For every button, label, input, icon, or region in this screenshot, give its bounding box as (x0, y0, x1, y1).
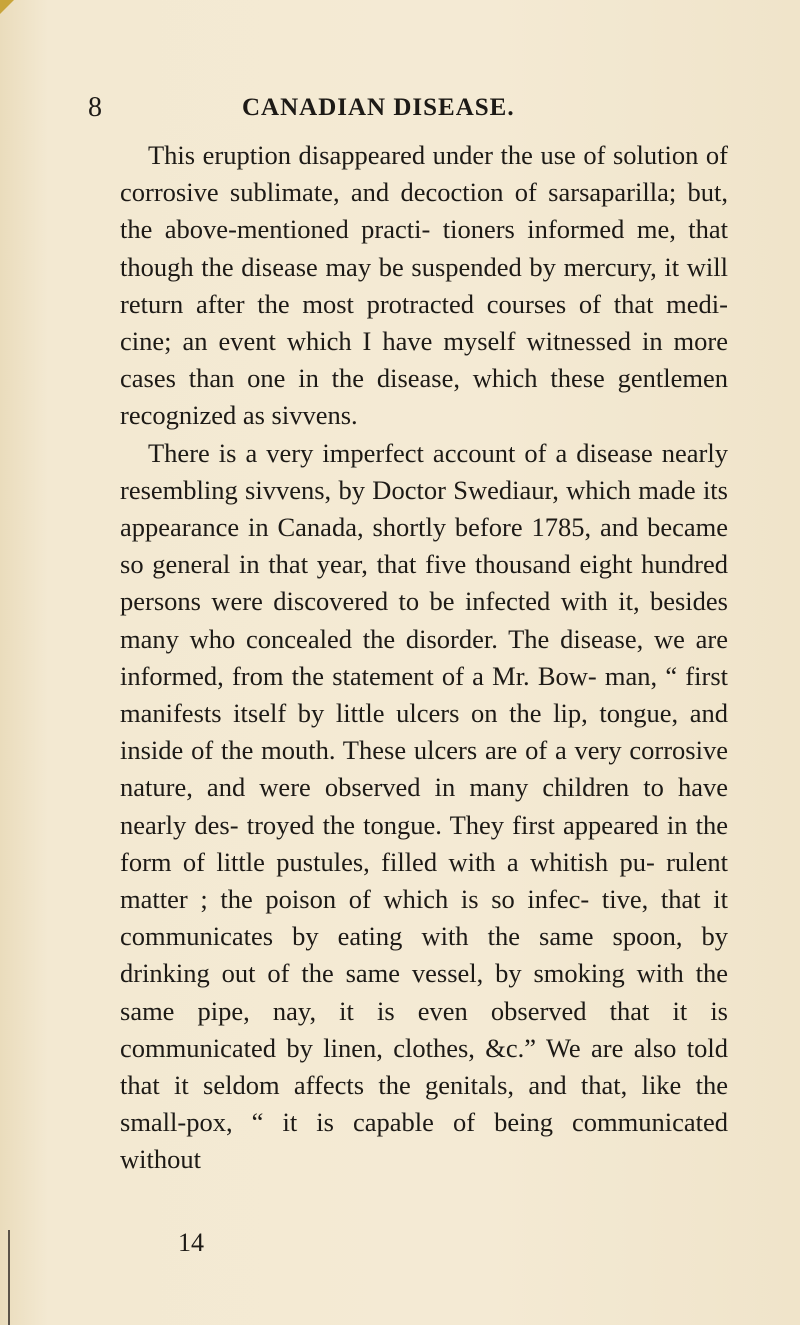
page-number: 8 (88, 92, 102, 123)
paragraph-2: There is a very imperfect account of a disease nearly resembling sivvens, by Doctor Swediaur, which made its appearance in Canada, shortly before 1785, and became so general in that year, that five thousand eight hundred persons were discovered to be infected with it, besides many who concealed the disorder. The disease, we are informed, from the statement of a Mr. Bow- man, “ first manifests itself by little ulcers on the lip, tongue, and inside of the mouth. These ulcers are of a very corrosive nature, and were observed in many children to have nearly des- troyed the tongue. They first appeared in the form of little pustules, filled with a whitish pu- rulent matter ; the poison of which is so infec- tive, that it communicates by eating with the same spoon, by drinking out of the same vessel, by smoking with the same pipe, nay, it is even observed that it is communicated by linen, clothes, &c.” We are also told that it seldom affects the genitals, and that, like the small-pox, “ it is capable of being communicated without (120, 437, 728, 1175)
corner-stain (0, 0, 14, 14)
running-title: CANADIAN DISEASE. (242, 94, 515, 121)
page-header (0, 88, 800, 128)
body-text (120, 137, 728, 1179)
paragraph-1: This eruption disappeared under the use of solution of corrosive sublimate, and decoction of sarsaparilla; but, the above-mentioned practi- tioners informed me, that though the disease may be suspended by mercury, it will return after the most protracted courses of that medi- cine; an event which I have myself witnessed in more cases than one in the disease, which these gentlemen recognized as sivvens. (120, 140, 728, 431)
binding-edge (8, 1230, 10, 1325)
signature-mark: 14 (178, 1228, 204, 1257)
